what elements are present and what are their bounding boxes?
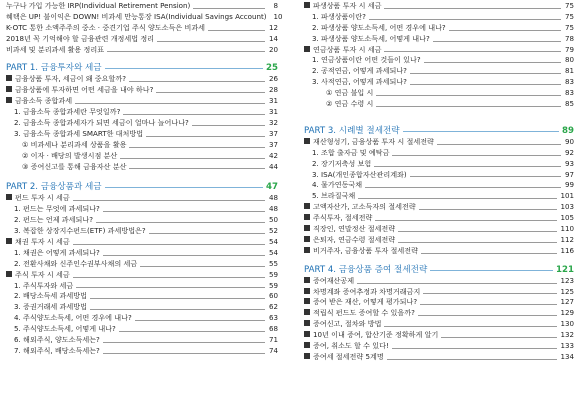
toc-entry-page: 83 — [564, 77, 574, 87]
toc-entry — [304, 45, 574, 56]
toc-entry — [304, 77, 574, 88]
toc-entry — [304, 170, 574, 181]
toc-entry — [304, 341, 574, 352]
toc-entry-page: 123 — [560, 275, 574, 285]
toc-entry-label: 2. 펀드는 언제 과세되나? — [14, 215, 93, 225]
toc-entry — [304, 12, 574, 23]
toc-entry-page: 31 — [268, 107, 278, 117]
toc-entry-page: 75 — [564, 11, 574, 21]
dot-leader — [398, 231, 557, 232]
dot-leader — [392, 348, 558, 349]
toc-entry-label: 2. 공적연금, 어떻게 과세되나? — [312, 66, 407, 76]
toc-entry-label: 6. 해외주식, 양도소득세는? — [14, 335, 100, 345]
toc-entry-label: 3. 금융소득 종합과세 SMART한 대처방법 — [14, 128, 144, 138]
toc-entry-page: 92 — [564, 147, 574, 157]
toc-entry-page: 26 — [268, 74, 278, 84]
toc-entry-page: 85 — [564, 99, 574, 108]
toc-entry-page: 78 — [564, 33, 574, 43]
toc-entry-label: 증여 받은 재산, 어떻게 평가되나? — [313, 297, 418, 307]
dot-leader — [146, 136, 265, 137]
dot-leader — [424, 62, 561, 63]
toc-entry-page: 62 — [268, 302, 278, 312]
dot-leader — [419, 209, 558, 210]
toc-entry — [304, 137, 574, 148]
dot-leader — [376, 95, 561, 96]
dot-leader — [441, 337, 557, 338]
dot-leader — [135, 320, 265, 321]
toc-entry — [304, 23, 574, 34]
toc-entry — [304, 191, 574, 202]
toc-entry-label: 4. 물가연동국채 — [312, 180, 363, 190]
toc-entry-page: 60 — [268, 291, 278, 301]
part-3-title: PART 3. 시례별 절세전략 — [304, 125, 400, 136]
dot-leader — [449, 30, 561, 31]
toc-entry — [6, 11, 283, 23]
part-1-page: 25 — [266, 63, 278, 74]
toc-entry — [304, 330, 574, 341]
toc-entry — [304, 287, 574, 298]
toc-entry-label: 적립식 펀드도 증여할 수 있을까? — [313, 308, 415, 318]
toc-entry-label: 2. 장기저축성 보험 — [312, 158, 372, 168]
toc-entry-page: 110 — [560, 224, 574, 234]
toc-entry-page: 63 — [268, 313, 278, 323]
toc-entry-page: 90 — [564, 136, 574, 146]
toc-entry-label: 4. 주식양도소득세, 어떤 경우에 내나? — [14, 313, 132, 323]
toc-entry-label: 2. 파생상품 양도소득세, 어떤 경우에 내나? — [312, 22, 446, 32]
toc-entry-page: 59 — [268, 269, 278, 279]
square-bullet-icon — [304, 2, 310, 8]
square-bullet-icon — [304, 331, 310, 337]
dot-leader — [129, 81, 265, 82]
square-bullet-icon — [304, 298, 310, 304]
part-2-list — [6, 193, 278, 356]
dot-leader — [103, 211, 265, 212]
toc-entry-label: 1. 파생상품이란? — [312, 11, 366, 21]
toc-entry — [6, 1, 278, 12]
toc-right-column — [304, 0, 574, 363]
toc-entry-label: 직장인, 연말정산 절세전략 — [313, 224, 396, 234]
dot-leader — [410, 84, 561, 85]
toc-entry-page: 42 — [268, 150, 278, 160]
toc-entry-label: 혜택은 UP! 불이익은 DOWN! 비과세 만능통장 ISA(Individual Savings Account) — [6, 11, 267, 21]
toc-entry — [304, 276, 574, 287]
toc-entry — [6, 140, 278, 151]
dot-leader — [103, 342, 265, 343]
toc-entry-label: 2018년 꼭 기억해야 할 금융관련 개정세법 정리 — [6, 33, 155, 43]
dot-leader — [73, 200, 265, 201]
toc-entry-label: 2. 금융소득 종합과세자가 되면 세금이 얼마나 늘어나나? — [14, 118, 189, 127]
dot-leader — [76, 287, 265, 288]
toc-entry-page: 127 — [560, 297, 574, 307]
toc-entry — [6, 281, 278, 292]
dot-leader — [90, 309, 265, 310]
part-1-heading — [6, 59, 278, 73]
toc-entry — [6, 215, 278, 226]
part-2-page: 47 — [266, 182, 278, 193]
toc-entry — [304, 34, 574, 45]
part-4-list — [304, 276, 574, 363]
toc-entry — [6, 96, 278, 107]
dot-leader — [387, 359, 558, 360]
toc-entry-page: 116 — [560, 245, 574, 255]
toc-entry — [304, 235, 574, 246]
toc-entry — [304, 319, 574, 330]
toc-entry — [6, 335, 278, 346]
square-bullet-icon — [304, 138, 310, 144]
toc-entry-label: 1. 조합 출자금 및 예탁금 — [312, 147, 390, 157]
dot-leader — [75, 103, 265, 104]
toc-entry — [304, 55, 574, 66]
toc-entry-page: 81 — [564, 66, 574, 76]
dot-leader — [73, 244, 265, 245]
toc-entry-label: 1. 채권은 어떻게 과세되나? — [14, 247, 100, 257]
toc-entry-label: 누구나 가입 가능한 IRP(Individual Retirement Pension) — [6, 0, 191, 10]
dot-leader — [123, 114, 265, 115]
toc-entry-page: 28 — [268, 85, 278, 95]
dot-leader — [437, 144, 561, 145]
toc-entry-label: ② 이자 · 배당의 발생시점 분산 — [22, 150, 118, 160]
toc-entry-page: 20 — [268, 44, 278, 54]
toc-entry — [304, 246, 574, 257]
toc-entry — [304, 99, 574, 110]
toc-intro-list — [6, 0, 283, 55]
toc-entry-label: 1. 펀드는 무엇에 과세되나? — [14, 204, 100, 214]
toc-entry-label: 3. 파생상품 양도소득세, 어떻게 내나? — [312, 33, 430, 43]
dot-leader — [107, 51, 265, 52]
toc-entry-page: 133 — [560, 341, 574, 351]
toc-entry — [6, 291, 278, 302]
toc-entry-page: 59 — [268, 280, 278, 290]
toc-entry — [304, 202, 574, 213]
square-bullet-icon — [304, 288, 310, 294]
toc-entry-page: 112 — [560, 234, 574, 244]
toc-entry — [6, 204, 278, 215]
toc-entry-label: 증여세 절세전략 5계명 — [313, 351, 384, 361]
dot-leader — [105, 68, 263, 69]
toc-entry-page: 55 — [268, 258, 278, 268]
dot-leader — [418, 315, 558, 316]
toc-entry-page: 68 — [268, 324, 278, 334]
part-3-list — [304, 137, 574, 257]
toc-entry-label: 증여, 취소도 할 수 있다! — [313, 341, 389, 351]
square-bullet-icon — [304, 277, 310, 283]
toc-entry-page: 48 — [268, 204, 278, 214]
toc-entry-page: 8 — [273, 0, 278, 10]
toc-left-column — [6, 0, 283, 357]
square-bullet-icon — [304, 247, 310, 253]
dot-leader — [105, 187, 263, 188]
toc-entry-label: 1. 연금상품이란 어떤 것들이 있나? — [312, 55, 421, 65]
toc-entry-page: 130 — [560, 319, 574, 329]
toc-entry-label: 주식 투자 시 세금 — [15, 269, 70, 279]
toc-entry-page: 83 — [564, 88, 574, 98]
toc-entry-page: 79 — [564, 44, 574, 54]
toc-entry-page: 74 — [268, 345, 278, 355]
dot-leader — [374, 166, 561, 167]
toc-entry-label: 파생상품 투자 시 세금 — [313, 0, 382, 10]
toc-entry-label: 2. 전환사채와 신주인수권부사채의 세금 — [14, 258, 138, 268]
toc-entry-label: ① 비과세나 분리과세 상품을 활용 — [22, 139, 127, 149]
toc-entry — [6, 45, 278, 56]
toc-entry-label: 7. 해외주식, 배당소득세는? — [14, 345, 100, 355]
part-2-title: PART 2. 금융상품과 세금 — [6, 182, 102, 193]
toc-entry-label: K-OTC 통한 소액주주의 중소 · 중견기업 주식 양도소득은 비과세 — [6, 22, 206, 32]
toc-entry — [6, 162, 278, 173]
toc-entry-page: 37 — [268, 139, 278, 149]
toc-entry — [304, 352, 574, 363]
toc-entry-page: 71 — [268, 335, 278, 345]
dot-leader — [90, 298, 265, 299]
toc-entry — [6, 270, 278, 281]
toc-entry-page: 134 — [560, 351, 574, 361]
toc-entry-label: 비거주자, 금융상품 투자 절세전략 — [313, 245, 418, 255]
toc-entry — [6, 346, 278, 357]
toc-entry-label: 2. 배당소득세 과세방법 — [14, 291, 87, 301]
toc-entry-label: 3. 증권거래세 과세방법 — [14, 302, 87, 312]
square-bullet-icon — [6, 86, 12, 92]
toc-entry-page: 10 — [273, 11, 283, 21]
toc-entry-page: 37 — [268, 128, 278, 138]
toc-entry-page: 75 — [564, 22, 574, 32]
toc-entry-label: 10년 이내 증여, 합산기준 정확하게 알기 — [313, 330, 439, 340]
toc-entry-page: 125 — [560, 286, 574, 296]
toc-entry — [304, 213, 574, 224]
dot-leader — [376, 106, 561, 107]
toc-entry — [6, 118, 278, 129]
dot-leader — [357, 283, 557, 284]
dot-leader — [120, 158, 265, 159]
toc-entry-label: ② 연금 수령 시 — [326, 99, 374, 108]
square-bullet-icon — [6, 271, 12, 277]
dot-leader — [140, 266, 265, 267]
dot-leader — [410, 73, 561, 74]
square-bullet-icon — [6, 75, 12, 81]
dot-leader — [392, 155, 561, 156]
toc-entry-label: 비과세 및 분리과세 활용 정리표 — [6, 44, 105, 54]
dot-leader — [119, 331, 265, 332]
toc-entry — [6, 34, 278, 45]
toc-entry — [304, 159, 574, 170]
part-4-heading — [304, 261, 574, 275]
toc-entry — [304, 180, 574, 191]
toc-entry-page: 80 — [564, 55, 574, 65]
dot-leader — [156, 92, 265, 93]
toc-entry-label: 1. 금융소득 종합과세란 무엇일까? — [14, 107, 121, 117]
dot-leader — [193, 8, 265, 9]
toc-entry — [304, 308, 574, 319]
toc-entry-label: 채권 투자 시 세금 — [15, 237, 70, 247]
toc-entry-page: 99 — [564, 180, 574, 190]
toc-entry — [6, 151, 278, 162]
toc-entry-page: 75 — [564, 0, 574, 10]
square-bullet-icon — [6, 97, 12, 103]
square-bullet-icon — [304, 236, 310, 242]
dot-leader — [421, 253, 557, 254]
dot-leader — [420, 304, 557, 305]
toc-entry-page: 48 — [268, 193, 278, 203]
toc-entry — [6, 107, 278, 118]
toc-entry-label: 3. 사적연금, 어떻게 과세되나? — [312, 77, 407, 87]
toc-entry-label: 1. 주식투자와 세금 — [14, 280, 74, 290]
dot-leader — [369, 19, 561, 20]
toc-entry-label: 펀드 투자 시 세금 — [15, 193, 70, 203]
toc-entry — [304, 224, 574, 235]
toc-entry-page: 12 — [268, 22, 278, 32]
dot-leader — [129, 168, 265, 169]
dot-leader — [208, 30, 265, 31]
dot-leader — [403, 131, 559, 132]
toc-entry-page: 97 — [564, 169, 574, 179]
toc-entry-label: 주식투자, 절세전략 — [313, 213, 373, 223]
toc-entry — [304, 88, 574, 99]
toc-entry-label: 5. 브라질국채 — [312, 191, 356, 201]
toc-entry-page: 50 — [268, 215, 278, 225]
square-bullet-icon — [304, 353, 310, 359]
toc-entry — [6, 302, 278, 313]
toc-entry — [6, 23, 278, 34]
square-bullet-icon — [6, 238, 12, 244]
dot-leader — [149, 233, 265, 234]
square-bullet-icon — [304, 309, 310, 315]
dot-leader — [157, 41, 265, 42]
toc-entry — [6, 129, 278, 140]
toc-entry-page: 129 — [560, 308, 574, 318]
dot-leader — [358, 198, 557, 199]
dot-leader — [423, 293, 557, 294]
toc-entry-label: 고액자산가, 고소득자의 절세전략 — [313, 202, 416, 212]
part-3-heading — [304, 122, 574, 136]
continued-list — [304, 1, 574, 110]
toc-entry-label: 금융상품 투자, 세금이 왜 중요할까? — [15, 74, 126, 84]
square-bullet-icon — [304, 46, 310, 52]
toc-entry-label: 연금상품 투자 시 세금 — [313, 44, 382, 54]
toc-entry — [6, 193, 278, 204]
dot-leader — [433, 41, 561, 42]
toc-entry-label: 금융상품에 투자하면 어떤 세금을 내야 하나? — [15, 85, 154, 95]
toc-entry-label: 금융소득 종합과세 — [15, 96, 73, 106]
part-4-title: PART 4. 금융상품 증여 절세전략 — [304, 264, 428, 275]
part-4-page: 121 — [556, 264, 574, 275]
part-1-title: PART 1. 금융투자와 세금 — [6, 63, 102, 74]
part-3-page: 89 — [562, 125, 574, 136]
toc-entry-page: 14 — [268, 33, 278, 43]
dot-leader — [375, 220, 557, 221]
square-bullet-icon — [304, 320, 310, 326]
dot-leader — [410, 176, 561, 177]
toc-entry-page: 31 — [268, 96, 278, 106]
dot-leader — [103, 255, 265, 256]
dot-leader — [384, 326, 557, 327]
toc-entry — [6, 237, 278, 248]
toc-entry-label: ③ 증여신고를 통해 금융자산 분산 — [22, 161, 127, 171]
toc-entry — [6, 259, 278, 270]
part-2-heading — [6, 178, 278, 192]
dot-leader — [103, 353, 265, 354]
toc-entry-label: 5. 주식양도소득세, 어떻게 내나? — [14, 324, 116, 334]
dot-leader — [384, 8, 561, 9]
toc-entry — [6, 74, 278, 85]
dot-leader — [430, 270, 553, 271]
toc-entry-label: 3. 복잡한 상장지수펀드(ETF) 과세방법은? — [14, 226, 146, 236]
part-1-list — [6, 74, 278, 172]
square-bullet-icon — [304, 214, 310, 220]
toc-entry — [304, 148, 574, 159]
square-bullet-icon — [304, 203, 310, 209]
dot-leader — [96, 222, 265, 223]
dot-leader — [398, 242, 557, 243]
toc-entry-label: ① 연금 불입 시 — [326, 88, 374, 98]
toc-entry-label: 증여신고, 절차와 방법 — [313, 319, 382, 329]
toc-entry — [6, 85, 278, 96]
toc-entry-label: 증여재산공제 — [313, 275, 355, 285]
square-bullet-icon — [6, 194, 12, 200]
toc-entry — [304, 66, 574, 77]
square-bullet-icon — [304, 342, 310, 348]
dot-leader — [192, 125, 265, 126]
dot-leader — [73, 277, 265, 278]
dot-leader — [365, 187, 561, 188]
toc-entry-page: 103 — [560, 202, 574, 212]
toc-entry-page: 32 — [268, 118, 278, 127]
toc-entry — [304, 1, 574, 12]
toc-entry-label: 재산형성기, 금융상품 투자 시 절세전략 — [313, 136, 434, 146]
toc-entry-label: 은퇴자, 연금수령 절세전략 — [313, 234, 396, 244]
toc-entry — [6, 248, 278, 259]
toc-entry-page: 93 — [564, 158, 574, 168]
toc-entry-label: 차명계좌 증여추정과 차명거래금지 — [313, 286, 421, 296]
toc-entry-page: 54 — [268, 237, 278, 247]
toc-entry — [6, 324, 278, 335]
toc-entry-label: 3. ISA(개인종합자산관리계좌) — [312, 169, 407, 179]
toc-entry-page: 105 — [560, 213, 574, 223]
toc-entry — [6, 226, 278, 237]
toc-entry-page: 101 — [560, 191, 574, 201]
toc-entry-page: 132 — [560, 330, 574, 340]
toc-entry-page: 52 — [268, 226, 278, 236]
dot-leader — [129, 147, 265, 148]
toc-entry-page: 44 — [268, 161, 278, 171]
dot-leader — [384, 51, 561, 52]
toc-entry — [6, 313, 278, 324]
toc-entry — [304, 297, 574, 308]
square-bullet-icon — [304, 225, 310, 231]
toc-entry-page: 54 — [268, 247, 278, 257]
